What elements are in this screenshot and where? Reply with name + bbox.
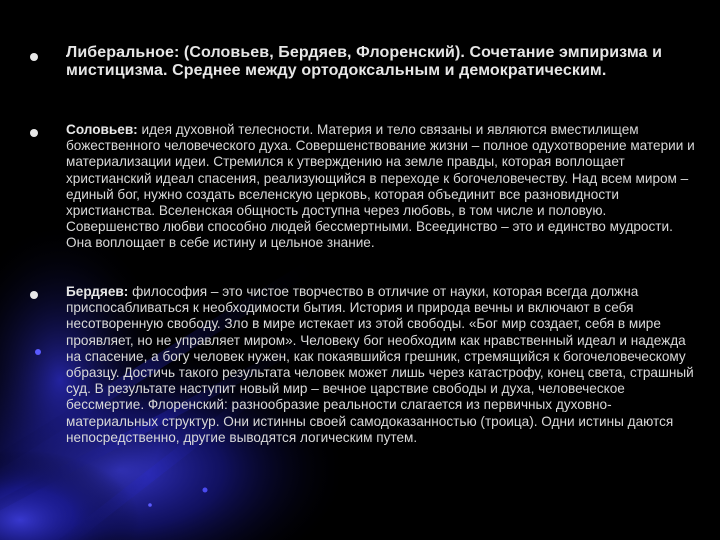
list-item-lead: Либеральное: (Соловьев, Бердяев, Флоренский). Сочетание эмпиризма и мистицизма. Среднее между ортодоксальным и демократическим. <box>66 44 663 79</box>
list-item-body: идея духовной телесности. Материя и тело связаны и являются вместилищем божественного человеческого духа. Совершенствование жизни – полное одухотворение материи и материализации идеи. Стремился к утверждению на земле правды, которая воплощает христианский идеал спасения, реализующийся в переходе к богочеловечеству. Над всем миром – единый бог, нужно создать вселенскую церковь, которая объединит все разновидности христианства. Вселенская общность доступна через любовь, в том числе и половую. Совершенство любви способно людей бессмертными. Всеединство – это и единство мудрости. Она воплощает в себе истину и цельное знание. <box>66 122 695 251</box>
list-item-lead: Бердяев: <box>66 284 129 299</box>
bullet-icon <box>30 129 38 137</box>
bullet-icon <box>30 291 38 299</box>
list-item-text <box>66 44 700 80</box>
list-item-lead: Соловьев: <box>66 122 138 137</box>
list-item-text <box>66 122 700 252</box>
bullet-icon <box>30 53 38 61</box>
list-item-text <box>66 284 700 446</box>
list-item-body: философия – это чистое творчество в отличие от науки, которая всегда должна приспосабливаться к необходимости бытия. История и природа вечны и включают в себя несотворенную свободу. Зло в мире истекает из этой свободы. «Бог мир создает, себя в мире проявляет, но не управляет миром». Человеку бог необходим как нравственный идеал и надежда на спасение, а богу человек нужен, как покаявшийся грешник, стремящийся к богочеловеческому образцу. Достичь такого результата человек может лишь через катастрофу, конец света, страшный суд. В результате наступит новый мир – вечное царствие свободы и духа, человеческое бессмертие. Флоренский: разнообразие реальности слагается из первичных духовно-материальных структур. Они истинны своей самодоказанностью (троица). Одни истины даются непосредственно, другие выводятся логическим путем. <box>66 284 694 445</box>
